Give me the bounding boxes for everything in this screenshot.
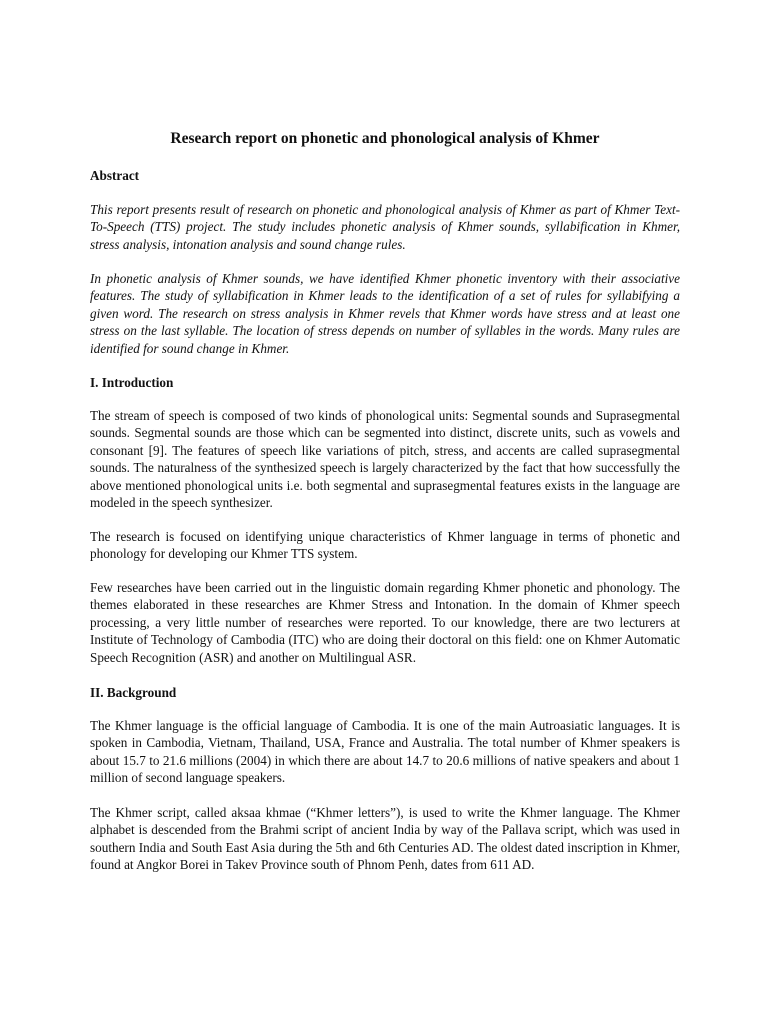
introduction-heading: I. Introduction	[90, 375, 174, 390]
introduction-paragraph-3: Few researches have been carried out in the linguistic domain regarding Khmer phonetic and phonology. The themes elaborated in these researches are Khmer Stress and Intonation. In the domain of Khmer speech processing, a very little number of researches were reported. To our knowledge, there are two lecturers at Institute of Technology of Cambodia (ITC) who are doing their doctoral on this field: one on Khmer Automatic Speech Recognition (ASR) and another on Multilingual ASR.	[90, 580, 680, 665]
abstract-heading: Abstract	[90, 168, 140, 183]
abstract-paragraph-2: In phonetic analysis of Khmer sounds, we have identified Khmer phonetic inventory with their associative features. The study of syllabification in Khmer leads to the identification of a set of rules for syllabifying a given word. The research on stress analysis in Khmer revels that Khmer words have stress and at least one stress on the last syllable. The location of stress depends on number of syllables in the words. Many rules are identified for sound change in Khmer.	[90, 271, 680, 356]
introduction-paragraph-2: The research is focused on identifying unique characteristics of Khmer language in terms of phonetic and phonology for developing our Khmer TTS system.	[90, 529, 680, 562]
abstract-paragraph-1: This report presents result of research on phonetic and phonological analysis of Khmer as part of Khmer Text-To-Speech (TTS) project. The study includes phonetic analysis of Khmer sounds, syllabification in Khmer, stress analysis, intonation analysis and sound change rules.	[90, 202, 680, 252]
background-paragraph-1: The Khmer language is the official language of Cambodia. It is one of the main Autroasiatic languages. It is spoken in Cambodia, Vietnam, Thailand, USA, France and Australia. The total number of Khmer speakers is about 15.7 to 21.6 millions (2004) in which there are about 14.7 to 20.6 millions of native speakers and about 1 million of second language speakers.	[90, 718, 680, 786]
document-title: Research report on phonetic and phonological analysis of Khmer	[170, 130, 600, 147]
background-paragraph-2: The Khmer script, called aksaa khmae (“Khmer letters”), is used to write the Khmer language. The Khmer alphabet is descended from the Brahmi script of ancient India by way of the Pallava script, which was used in southern India and South East Asia during the 5th and 6th Centuries AD. The oldest dated inscription in Khmer, found at Angkor Borei in Takev Province south of Phnom Penh, dates from 611 AD.	[90, 805, 680, 873]
introduction-paragraph-1: The stream of speech is composed of two kinds of phonological units: Segmental sounds and Suprasegmental sounds. Segmental sounds are those which can be segmented into distinct, discrete units, such as vowels and consonant [9]. The features of speech like variations of pitch, stress, and accents are called suprasegmental sounds. The naturalness of the synthesized speech is largely characterized by the fact that how successfully the above mentioned phonological units i.e. both segmental and suprasegmental features exists in the language are modeled in the speech synthesizer.	[90, 408, 680, 511]
background-heading: II. Background	[90, 685, 177, 700]
